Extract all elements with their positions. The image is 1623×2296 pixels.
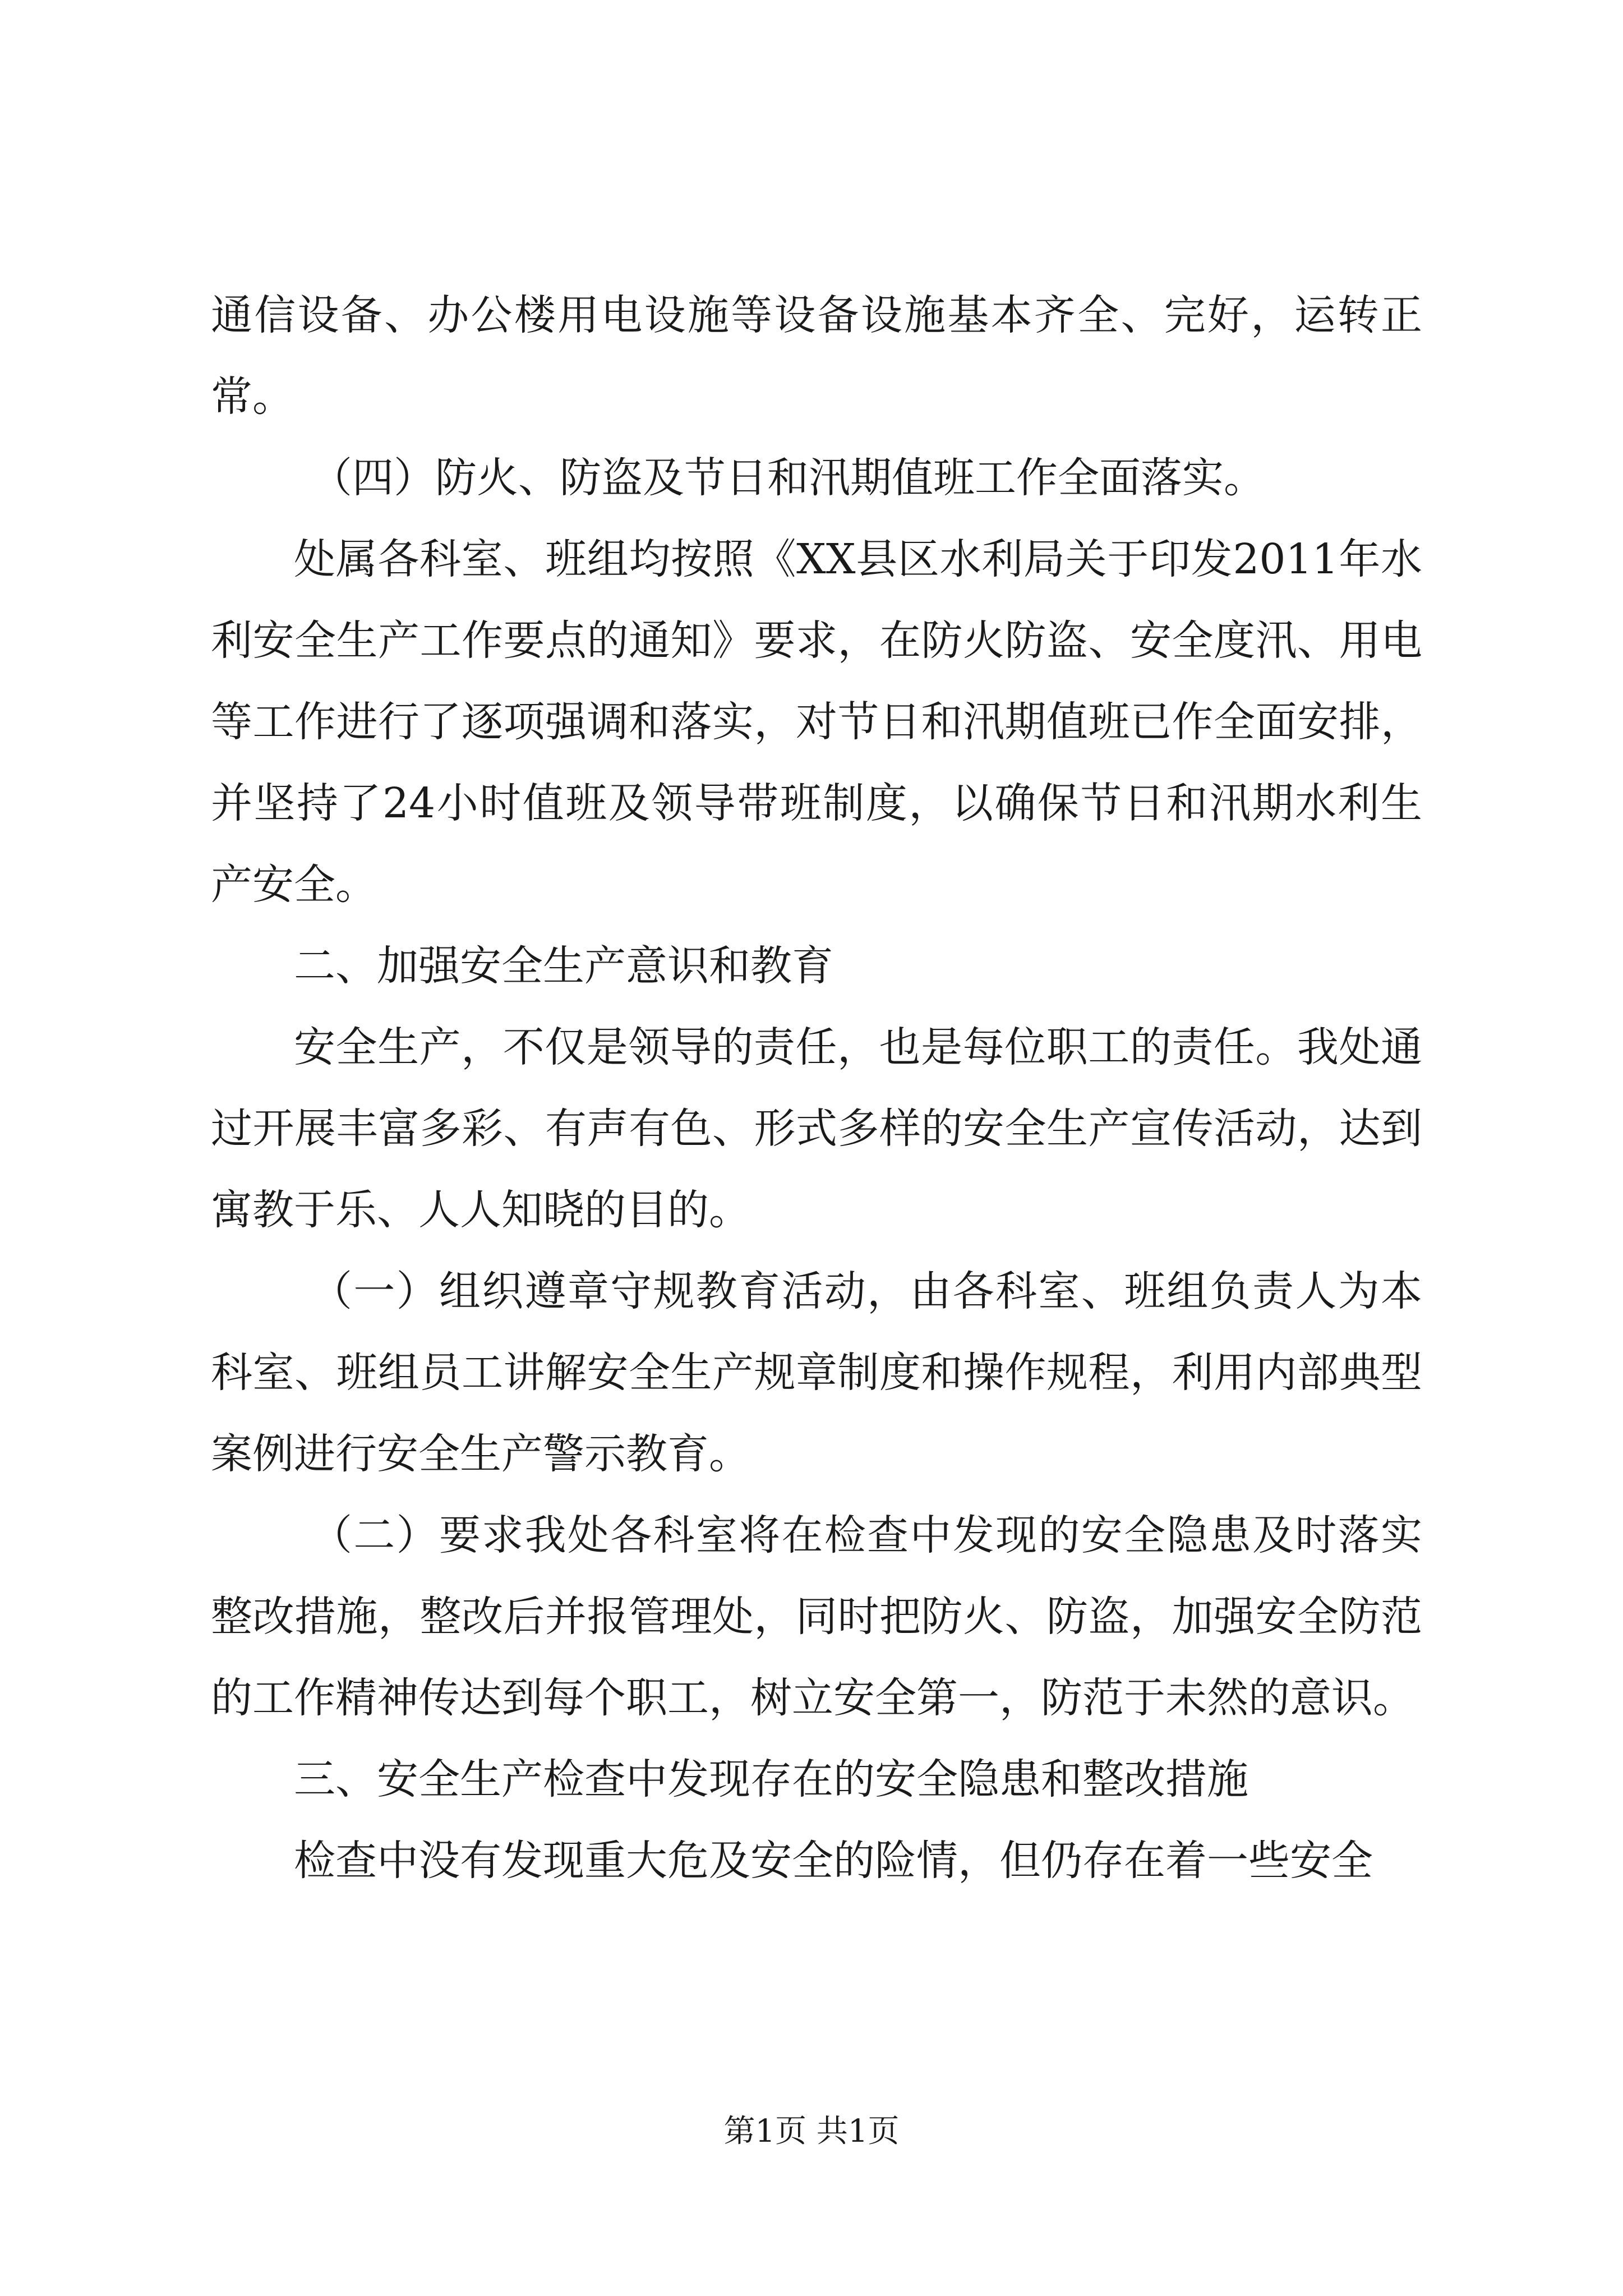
page-footer: 第1页 共1页 xyxy=(723,2113,900,2150)
paragraph-item-one: （一）组织遵章守规教育活动，由各科室、班组负责人为本科室、班组员工讲解安全生产规章制度和操作规程，利用内部典型案例进行安全生产警示教育。 xyxy=(211,1267,1422,1478)
heading-part-three: 三、安全生产检查中发现存在的安全隐患和整改措施 xyxy=(294,1755,1248,1803)
document-body xyxy=(211,275,1422,1902)
paragraph-equipment-status: 通信设备、办公楼用电设施等设备设施基本齐全、完好，运转正常。 xyxy=(211,291,1422,421)
heading-part-two: 二、加强安全生产意识和教育 xyxy=(294,942,833,990)
paragraph-safety-awareness: 安全生产，不仅是领导的责任，也是每位职工的责任。我处通过开展丰富多彩、有声有色、形式多样的安全生产宣传活动，达到寓教于乐、人人知晓的目的。 xyxy=(211,1023,1422,1234)
heading-section-four: （四）防火、防盗及节日和汛期值班工作全面落实。 xyxy=(311,454,1265,502)
paragraph-duty-arrangement: 处属各科室、班组均按照《XX县区水利局关于印发2011年水利安全生产工作要点的通知》要求，在防火防盗、安全度汛、用电等工作进行了逐项强调和落实，对节日和汛期值班已作全面安排，并坚持了24小时值班及领导带班制度，以确保节日和汛期水利生产安全。 xyxy=(211,535,1422,909)
paragraph-item-two: （二）要求我处各科室将在检查中发现的安全隐患及时落实整改措施，整改后并报管理处，同时把防火、防盗，加强安全防范的工作精神传达到每个职工，树立安全第一，防范于未然的意识。 xyxy=(211,1511,1422,1722)
paragraph-inspection-findings: 检查中没有发现重大危及安全的险情，但仍存在着一些安全 xyxy=(294,1837,1373,1885)
